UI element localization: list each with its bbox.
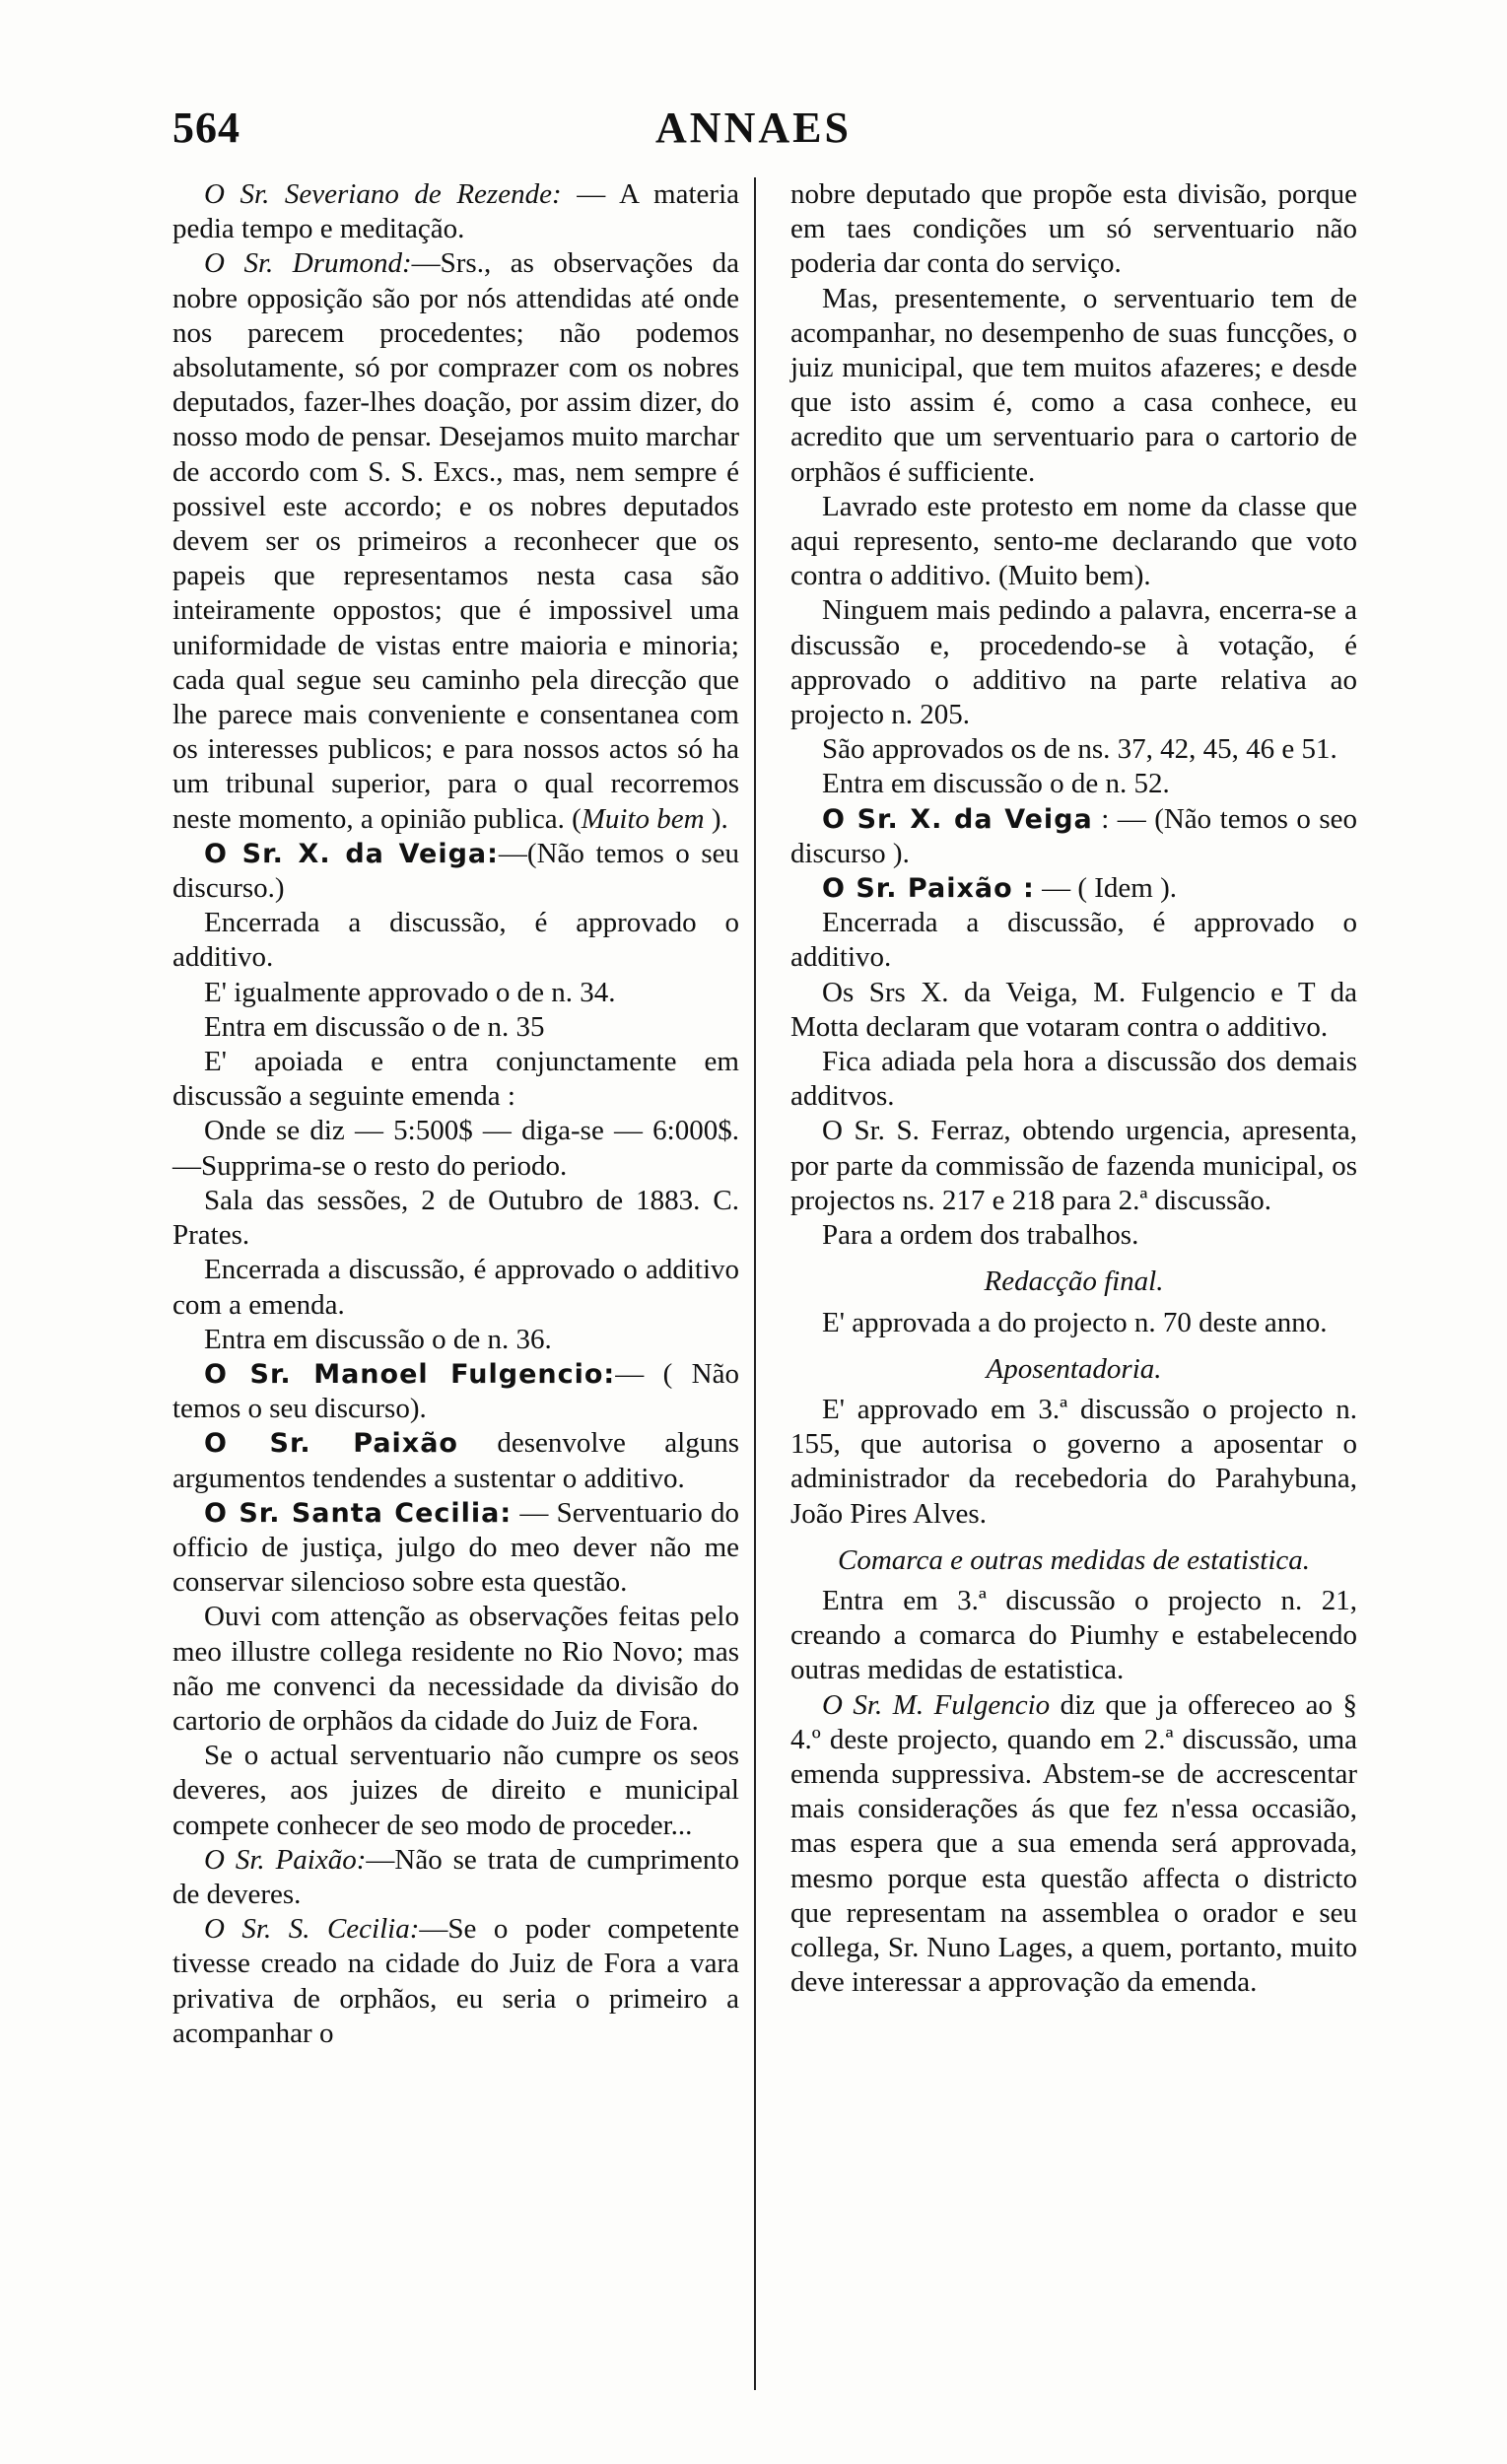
paragraph [172,1184,739,1253]
paragraph-text: diz que ja offereceo ao § 4.º deste projecto, quando em 2.ª discussão, uma emenda suppressiva. Abstem-se de accrescentar mais considerações ás que fez n'essa occasião, mas espera que a sua emenda será approvada, mesmo porque esta questão affecta o districto que representam na assemblea o orador e seu collega, Sr. Nuno Lages, a quem, portanto, muito deve interessar a approvação da emenda. [790,1688,1357,1999]
speaker-name: O Sr. Manoel Fulgencio: [204,1358,616,1390]
paragraph-text: Entra em 3.ª discussão o projecto n. 21, creando a comarca do Piumhy e estabelecendo outras medidas de estatistica. [790,1584,1357,1686]
paragraph-text: — ( Não temos o seu discurso). [172,1357,739,1425]
paragraph [172,1010,739,1045]
paragraph-text: Ninguem mais pedindo a palavra, encerra-se a discussão e, procedendo-se à votação, é approvado o additivo na parte relativa ao projecto n. 205. [790,594,1357,731]
paragraph-text: E' approvado em 3.ª discussão o projecto n. 155, que autorisa o governo a aposentar o administrador da recebedoria do Parahybuna, João Pires Alves. [790,1393,1357,1530]
paragraph [790,976,1357,1045]
paragraph-text: Onde se diz — 5:500$ — diga-se — 6:000$.—Supprima-se o resto do periodo. [172,1115,739,1182]
paragraph [172,177,739,246]
paragraph-text: São approvados os de ns. 37, 42, 45, 46 e 51. [822,733,1337,766]
paragraph-text: Para a ordem dos trabalhos. [822,1219,1139,1252]
paragraph [172,1600,739,1739]
paragraph [790,282,1357,490]
paragraph [790,1045,1357,1114]
speaker-name: O Sr. Paixão [204,1428,458,1460]
paragraph [790,1306,1357,1340]
paragraph-text: —(Não temos o seu discurso.) [172,837,740,905]
paragraph [172,976,739,1010]
paragraph-text: Lavrado este protesto em nome da classe que aqui represento, sento-me declarando que voto contra o additivo. (Muito bem). [790,490,1357,592]
speaker-name: O Sr. Drumond: [204,247,412,280]
running-title: ANNAES [655,103,852,152]
paragraph-text: Fica adiada pela hora a discussão dos demais additvos. [790,1046,1357,1113]
paragraph-text: Entra em discussão o de n. 36. [204,1323,552,1355]
paragraph [172,1739,739,1843]
paragraph-text: E' igualmente approvado o de n. 34. [204,976,616,1008]
paragraph [172,1843,739,1912]
paragraph-text: —Srs., as observações da nobre opposição são por nós attendidas até onde nos parecem procedentes; não podemos absolutamente, só por comprazer com os nobres deputados, fazer-lhes doação, por assim dizer, do nosso modo de pensar. Desejamos muito marchar de accordo com S. S. Excs., mas, nem sempre é possivel este accordo; e os nobres deputados devem ser os primeiros a reconhecer que os papeis que representamos nesta casa são inteiramente oppostos; que é impossivel uma uniformidade de vistas entre maioria e minoria; cada qual segue seu caminho pela direcção que lhe parece mais conveniente e consentanea com os interesses publicos; e para nossos actos só ha um tribunal superior, para o qual recorremos neste momento, a opinião publica. ( [172,247,739,835]
paragraph-text: — ( Idem ). [1034,872,1177,905]
paragraph [172,246,739,836]
paragraph-text: O Sr. S. Ferraz, obtendo urgencia, apresenta, por parte da commissão de fazenda municipal, os projectos ns. 217 e 218 para 2.ª discussão. [790,1115,1357,1216]
speaker-name: O Sr. X. da Veiga: [204,838,499,869]
paragraph-text: : — (Não temos o seo discurso ). [790,802,1358,869]
paragraph-text: nobre deputado que propõe esta divisão, porque em taes condições um só serventuario não poderia dar conta do serviço. [790,178,1357,280]
paragraph-text: Entra em discussão o de n. 52. [822,768,1170,800]
paragraph [790,767,1357,801]
page-header [0,103,1507,162]
paragraph [172,1912,739,2051]
paragraph-text: —Se o poder competente tivesse creado na cidade do Juiz de Fora a vara privativa de orphãos, eu seria o primeiro a acompanhar o [172,1913,739,2049]
paragraph [790,1688,1357,2001]
speaker-name: O Sr. Severiano de Rezende: [204,178,562,210]
paragraph-text: Mas, presentemente, o serventuario tem de acompanhar, no desempenho de suas funcções, o juiz municipal, que tem muitos afazeres; e desde que isto assim é, como a casa conhece, eu acredito que um serventuario para o cartorio de orphãos é sufficiente. [790,282,1357,488]
paragraph-text: Encerrada a discussão, é approvado o additivo. [172,907,739,974]
speaker-name: O Sr. Paixão : [822,873,1035,905]
paragraph-text: Entra em discussão o de n. 35 [204,1010,545,1043]
paragraph [790,1114,1357,1218]
paragraph [790,802,1357,871]
paragraph [172,837,739,906]
paragraph-text: E' apoiada e entra conjunctamente em discussão a seguinte emenda : [172,1046,739,1113]
paragraph [172,906,739,975]
paragraph-text: Encerrada a discussão, é approvado o additivo com a emenda. [172,1254,739,1321]
paragraph-text: Sala das sessões, 2 de Outubro de 1883. C. Prates. [172,1184,739,1252]
section-heading: Redacção final. [984,1266,1164,1298]
paragraph-text: Encerrada a discussão, é approvado o additivo. [790,907,1357,974]
paragraph [172,1114,739,1183]
paragraph-text: E' approvada a do projecto n. 70 deste anno. [822,1306,1328,1338]
section-heading: Aposentadoria. [986,1352,1162,1385]
paragraph-text: Ouvi com attenção as observações feitas pelo meo illustre collega residente no Rio Novo; mas não me convenci da necessidade da divisão do cartorio de orphãos da cidade do Juiz de Fora. [172,1601,739,1737]
right-column [790,177,1357,2000]
applause-close: ). [704,802,728,835]
column-divider [754,177,756,2390]
paragraph [790,1218,1357,1253]
speaker-name: O Sr. M. Fulgencio [822,1688,1051,1721]
paragraph [790,1393,1357,1532]
speaker-name: O Sr. Santa Cecilia: [204,1497,513,1529]
paragraph-text: Se o actual serventuario não cumpre os seos deveres, aos juizes de direito e municipal compete conhecer de seo modo de proceder... [172,1740,739,1841]
paragraph [172,1426,739,1495]
paragraph-text: —Não se trata de cumprimento de deveres. [172,1843,739,1910]
paragraph [172,1496,739,1601]
paragraph [172,1045,739,1114]
speaker-name: O Sr. Paixão: [204,1843,367,1876]
paragraph [172,1323,739,1357]
speaker-name: O Sr. S. Cecilia: [204,1913,420,1946]
paragraph [790,177,1357,282]
paragraph [790,871,1357,906]
paragraph-text: — Serventuario do officio de justiça, julgo do meo dever não me conservar silencioso sobre esta questão. [172,1496,740,1599]
applause-note: Muito bem [581,802,705,835]
page-number: 564 [172,103,240,152]
paragraph [790,732,1357,767]
paragraph [790,593,1357,732]
left-column [172,177,739,2051]
paragraph-text: desenvolve alguns argumentos tendendes a sustentar o additivo. [172,1427,739,1494]
paragraph-text: Os Srs X. da Veiga, M. Fulgencio e T da Motta declaram que votaram contra o additivo. [790,976,1357,1043]
paragraph-text: — A materia pedia tempo e meditação. [172,178,739,245]
paragraph [790,490,1357,594]
paragraph [172,1253,739,1322]
section-heading: Comarca e outras medidas de estatistica. [838,1543,1310,1576]
paragraph [790,906,1357,975]
paragraph [790,1584,1357,1688]
paragraph [172,1357,739,1426]
speaker-name: O Sr. X. da Veiga [822,803,1093,835]
